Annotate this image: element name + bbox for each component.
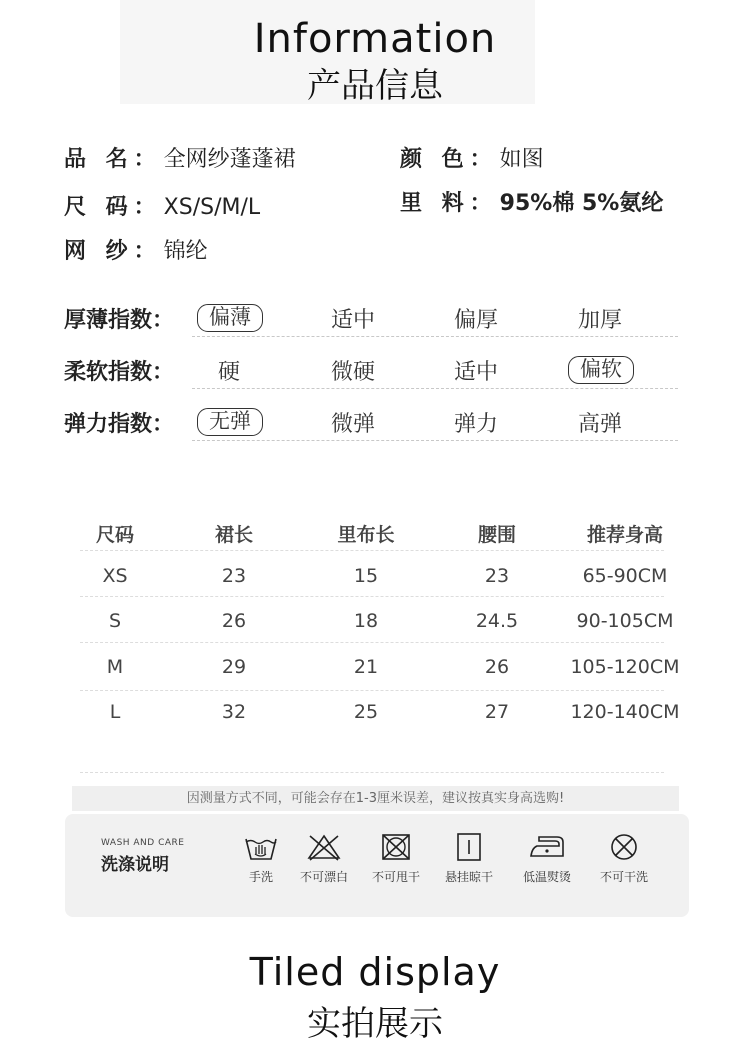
table-cell: 23: [221, 565, 247, 587]
table-cell: 32: [221, 701, 247, 723]
index-option: 微弹: [330, 412, 375, 437]
index-option: 高弹: [577, 412, 622, 437]
info-row-lining: [400, 186, 663, 217]
table-cell: M: [106, 656, 124, 678]
info-value: 如图: [499, 147, 544, 172]
no-tumble-dry-icon: [378, 832, 414, 862]
measurement-note: 因测量方式不同，可能会存在1-3厘米误差，建议按真实身高选购!: [72, 786, 679, 811]
wash-care-title-cn: 洗涤说明: [101, 855, 169, 875]
care-item-no-tumble-dry: [360, 832, 432, 885]
table-cell: 26: [484, 656, 510, 678]
table-row-divider: [80, 642, 664, 643]
wash-care-panel: [65, 814, 689, 917]
info-key: 里 料：: [400, 191, 498, 216]
care-item-no-dry-clean: [588, 832, 660, 885]
index-option: 适中: [330, 308, 375, 333]
index-label: 弹力指数：: [64, 412, 175, 437]
section-title-en: Tiled display: [249, 950, 501, 994]
table-header-cell: 里布长: [337, 524, 395, 546]
info-key: 尺 码：: [64, 195, 162, 220]
info-row-mesh: [64, 234, 208, 265]
section-title-cn: 实拍展示: [307, 1004, 443, 1044]
table-cell: 65-90CM: [582, 565, 668, 587]
index-option: 加厚: [577, 308, 622, 333]
index-label: 厚薄指数：: [64, 308, 175, 333]
table-row-divider: [80, 772, 664, 773]
index-option: 适中: [453, 360, 498, 385]
info-value: 全网纱蓬蓬裙: [163, 147, 296, 172]
info-row-name: [64, 142, 296, 173]
care-label: 低温熨烫: [522, 870, 571, 884]
table-row-divider: [80, 550, 664, 551]
index-label: 柔软指数：: [64, 360, 175, 385]
index-option-selected: 无弹: [197, 408, 263, 436]
wash-care-title-en: WASH AND CARE: [101, 838, 185, 848]
index-option: 微硬: [330, 360, 375, 385]
care-label: 不可甩干: [371, 870, 420, 884]
info-row-color: [400, 142, 544, 173]
care-item-line-dry: [433, 832, 505, 885]
index-option: 硬: [217, 360, 240, 385]
care-label: 手洗: [248, 870, 273, 884]
care-label: 不可漂白: [299, 870, 348, 884]
info-key: 颜 色：: [400, 147, 498, 172]
table-header-cell: 尺码: [95, 524, 134, 546]
table-cell: 18: [353, 610, 379, 632]
low-iron-icon: [527, 832, 567, 862]
care-label: 不可干洗: [599, 870, 648, 884]
index-option-selected: 偏软: [568, 356, 634, 384]
table-cell: S: [108, 610, 122, 632]
no-dry-clean-icon: [606, 832, 642, 862]
care-item-no-bleach: [288, 832, 360, 885]
table-header-cell: 裙长: [214, 524, 253, 546]
info-key: 品 名：: [64, 147, 162, 172]
index-option-selected: 偏薄: [197, 304, 263, 332]
table-header-cell: 推荐身高: [586, 524, 663, 546]
table-cell: 27: [484, 701, 510, 723]
info-value: 锦纶: [163, 239, 208, 264]
table-row-divider: [80, 690, 664, 691]
care-item-hand-wash: [225, 832, 297, 885]
table-row-divider: [80, 596, 664, 597]
line-dry-icon: [451, 832, 487, 862]
page-title-en: Information: [253, 16, 497, 62]
hand-wash-icon: [243, 832, 279, 862]
page-title-cn: 产品信息: [307, 66, 443, 106]
index-divider: [192, 336, 678, 337]
table-cell: 21: [353, 656, 379, 678]
table-cell: 24.5: [475, 610, 519, 632]
table-cell: 23: [484, 565, 510, 587]
index-divider: [192, 440, 678, 441]
no-bleach-icon: [306, 832, 342, 862]
wash-care-heading: [101, 838, 184, 875]
table-cell: 15: [353, 565, 379, 587]
table-cell: L: [109, 701, 121, 723]
info-row-size: [64, 190, 260, 221]
table-header-cell: 腰围: [477, 524, 516, 546]
index-divider: [192, 388, 678, 389]
table-cell: 25: [353, 701, 379, 723]
info-value: 95%棉 5%氨纶: [499, 191, 664, 216]
table-cell: 120-140CM: [570, 701, 680, 723]
info-value: XS/S/M/L: [163, 195, 261, 220]
table-cell: XS: [102, 565, 128, 587]
index-option: 弹力: [453, 412, 498, 437]
table-cell: 26: [221, 610, 247, 632]
table-cell: 105-120CM: [570, 656, 680, 678]
table-cell: 29: [221, 656, 247, 678]
care-item-low-iron: [511, 832, 583, 885]
index-option: 偏厚: [453, 308, 498, 333]
info-key: 网 纱：: [64, 239, 162, 264]
table-cell: 90-105CM: [576, 610, 674, 632]
care-label: 悬挂晾干: [444, 870, 493, 884]
